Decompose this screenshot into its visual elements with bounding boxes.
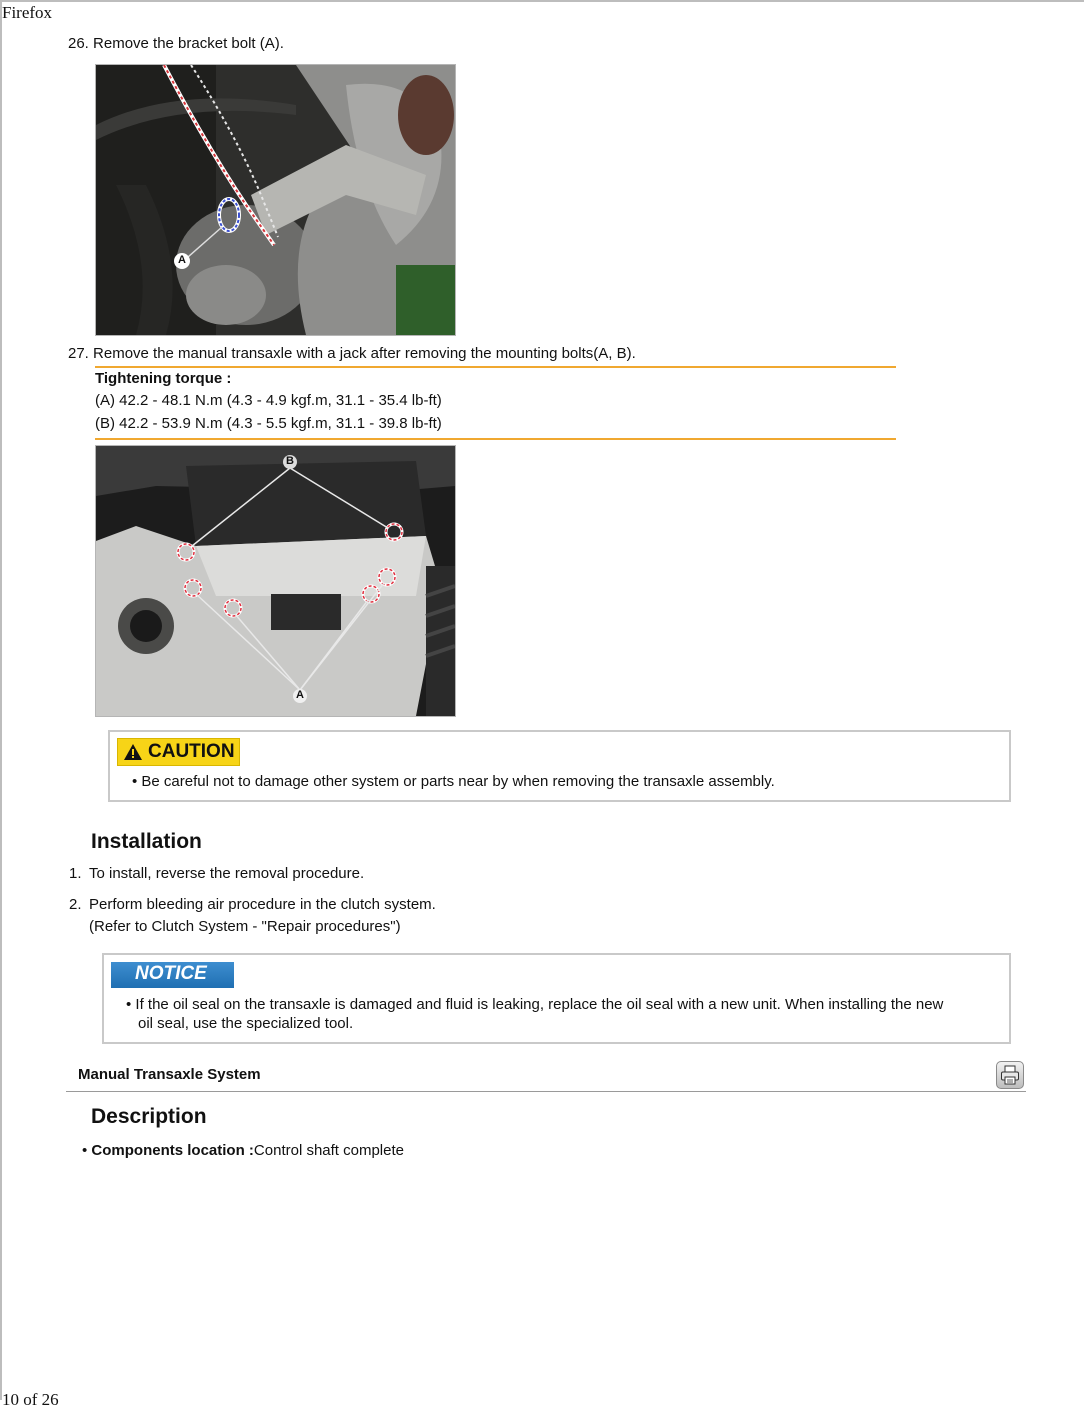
- install-step-2: [69, 896, 436, 913]
- step-26: 26. Remove the bracket bolt (A).: [68, 35, 284, 52]
- caution-text: Be careful not to damage other system or parts near by when removing the transaxle assembly.: [141, 773, 775, 790]
- install-step-1-text: To install, reverse the removal procedure.: [89, 865, 365, 882]
- section-title: Manual Transaxle System: [78, 1066, 261, 1083]
- caution-box: [108, 730, 1011, 802]
- mount-label-a: A: [296, 689, 304, 701]
- bracket-bolt-photo: [95, 64, 456, 336]
- mount-label-b: B: [286, 455, 294, 467]
- mounting-bolts-photo: [95, 445, 456, 717]
- caution-label: CAUTION: [148, 741, 235, 762]
- browser-label: Firefox: [2, 3, 53, 22]
- installation-heading: Installation: [91, 830, 202, 853]
- torque-title: Tightening torque :: [95, 370, 232, 387]
- notice-label: NOTICE: [135, 963, 207, 984]
- components-location-label: Components location :: [91, 1142, 254, 1159]
- print-button[interactable]: [996, 1061, 1024, 1089]
- caution-bullet: • Be careful not to damage other system or parts near by when removing the transaxle assembly.: [132, 773, 775, 790]
- notice-badge: [111, 962, 234, 988]
- tightening-torque-box: [95, 366, 896, 440]
- page-counter: 10 of 26: [2, 1390, 59, 1409]
- description-heading: Description: [91, 1105, 207, 1128]
- components-location-value: Control shaft complete: [253, 1142, 404, 1159]
- warning-triangle-icon: [123, 743, 143, 761]
- torque-line-b: (B) 42.2 - 53.9 N.m (4.3 - 5.5 kgf.m, 31.1 - 39.8 lb-ft): [95, 415, 442, 432]
- bracket-label-a: A: [178, 254, 186, 266]
- install-step-1: [69, 865, 365, 882]
- install-step-2-num: 2.: [69, 896, 82, 913]
- install-step-2-text: Perform bleeding air procedure in the clutch system.: [89, 896, 436, 913]
- section-divider: [66, 1091, 1026, 1092]
- components-location-item: • Components location :Control shaft complete: [82, 1142, 404, 1159]
- notice-text-line2: oil seal, use the specialized tool.: [138, 1015, 354, 1032]
- printer-icon: [1000, 1065, 1020, 1085]
- notice-box: [102, 953, 1011, 1044]
- caution-badge: [117, 738, 240, 766]
- torque-line-a: (A) 42.2 - 48.1 N.m (4.3 - 4.9 kgf.m, 31.1 - 35.4 lb-ft): [95, 392, 442, 409]
- install-step-2-reference: (Refer to Clutch System - "Repair procedures"): [89, 918, 401, 935]
- notice-bullet: • If the oil seal on the transaxle is damaged and fluid is leaking, replace the oil seal with a new unit. When installing the new: [126, 996, 944, 1013]
- step-27: 27. Remove the manual transaxle with a jack after removing the mounting bolts(A, B).: [68, 345, 636, 362]
- notice-text-line1: If the oil seal on the transaxle is damaged and fluid is leaking, replace the oil seal with a new unit. When installing the new: [135, 996, 944, 1013]
- install-step-1-num: 1.: [69, 865, 82, 882]
